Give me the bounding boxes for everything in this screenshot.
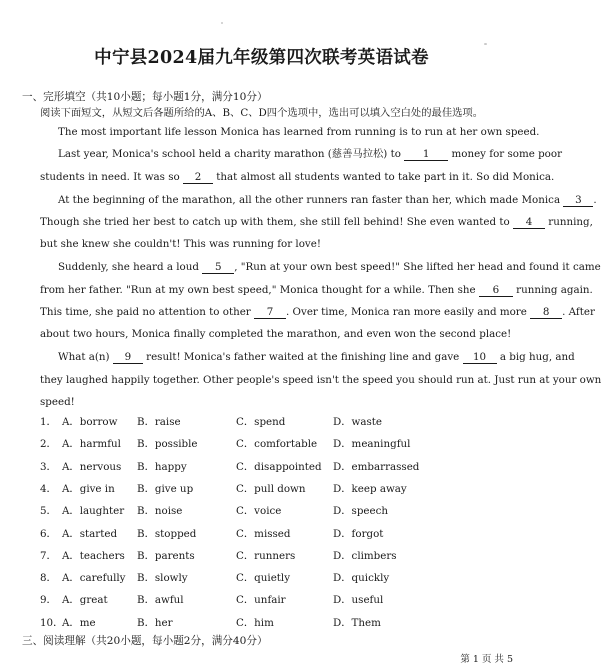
option-b[interactable]: B．parents [137,549,195,562]
passage-line-2: Last year, Monica's school held a charity marathon (慈善马拉松) to 1 money for some poor [58,148,562,160]
option-d[interactable]: D．climbers [333,549,397,562]
option-d[interactable]: D．Them [333,616,381,629]
passage-line-4: At the beginning of the marathon, all the other runners ran faster than her, which made Monica 3 . [58,194,597,206]
option-b[interactable]: B．happy [137,460,187,473]
passage-line-11: What a(n) 9 result! Monica's father waited at the finishing line and gave 10 a big hug, and [58,351,575,363]
passage-line-6: but she knew she couldn't! This was running for love! [40,238,321,250]
question-number: 9． [40,594,57,607]
question-row [40,435,500,449]
blank-8: 8 [530,307,562,319]
option-b[interactable]: B．give up [137,482,194,495]
option-a[interactable]: A．give in [62,482,115,495]
question-row [40,614,500,628]
option-a[interactable]: A．nervous [62,460,122,473]
option-b[interactable]: B．slowly [137,572,188,585]
question-number: 1． [40,416,57,428]
blank-7: 7 [254,307,286,319]
option-d[interactable]: D．useful [333,594,384,607]
scan-speck [484,43,487,45]
option-a[interactable]: A．laughter [62,505,125,518]
option-a[interactable]: A．great [62,594,108,607]
question-number: 6． [40,527,57,540]
option-b[interactable]: B．awful [137,594,184,607]
option-b[interactable]: B．noise [137,505,183,518]
exam-title: 中宁县2024届九年级第四次联考英语试卷 [94,48,429,68]
option-c[interactable]: C．him [236,616,274,629]
option-c[interactable]: C．runners [236,549,296,562]
option-c[interactable]: C．voice [236,505,282,518]
question-number: 5． [40,505,57,518]
option-a[interactable]: A．started [62,527,118,540]
option-d[interactable]: D．quickly [333,572,390,585]
question-row [40,547,500,561]
question-row [40,525,500,539]
option-c[interactable]: C．unfair [236,594,286,607]
passage-line-5: Though she tried her best to catch up with them, she still fell behind! She even wanted to 4 running, [40,216,593,228]
blank-6: 6 [479,285,513,297]
option-c[interactable]: C．disappointed [236,460,322,473]
question-row [40,569,500,583]
option-b[interactable]: B．her [137,616,173,629]
option-a[interactable]: A．carefully [62,572,126,585]
option-c[interactable]: C．missed [236,527,291,540]
question-row [40,480,500,494]
page-footer: 第 1 页 共 5 [460,654,513,665]
option-d[interactable]: D．speech [333,505,389,518]
option-d[interactable]: D．forgot [333,527,384,540]
passage-line-10: about two hours, Monica finally completed the marathon, and even won the second place! [40,328,512,340]
passage-line-9: This time, she paid no attention to other 7 . Over time, Monica ran more easily and more 8 . After [40,306,595,318]
passage-line-13: speed! [40,396,75,408]
option-d[interactable]: D．waste [333,416,383,428]
option-c[interactable]: C．pull down [236,482,306,495]
blank-2: 2 [183,172,213,184]
question-row [40,413,500,427]
option-a[interactable]: A．me [62,616,96,629]
question-number: 4． [40,482,57,495]
option-c[interactable]: C．quietly [236,572,291,585]
option-d[interactable]: D．embarrassed [333,460,420,473]
question-row [40,502,500,516]
option-a[interactable]: A．teachers [62,549,125,562]
passage-line-12: they laughed happily together. Other people's speed isn't the speed you should run at. Just run at your own [40,374,601,386]
option-c[interactable]: C．spend [236,416,286,428]
question-number: 7． [40,549,57,562]
instruction-text: 阅读下面短文，从短文后各题所给的A、B、C、D四个选项中，选出可以填入空白处的最佳选项。 [40,107,484,119]
section-1-heading: 一、完形填空（共10小题；每小题1分，满分10分） [22,91,268,103]
passage-line-7: Suddenly, she heard a loud 5 , "Run at your own best speed!" She lifted her head and found it came [58,261,601,273]
passage-line-8: from her father. "Run at my own best speed," Monica thought for a while. Then she 6 running again. [40,284,593,296]
question-number: 3． [40,460,57,473]
blank-4: 4 [513,217,545,229]
option-d[interactable]: D．keep away [333,482,407,495]
option-c[interactable]: C．comfortable [236,438,318,451]
option-a[interactable]: A．borrow [62,416,118,428]
question-number: 10． [40,616,64,629]
option-b[interactable]: B．raise [137,416,181,428]
passage-line-3: students in need. It was so 2 that almost all students wanted to take part in it. So did Monica. [40,171,555,183]
question-row [40,591,500,605]
option-b[interactable]: B．stopped [137,527,197,540]
blank-9: 9 [113,352,143,364]
blank-5: 5 [202,262,234,274]
blank-10: 10 [463,352,497,364]
blank-3: 3 [563,195,593,207]
option-d[interactable]: D．meaningful [333,438,411,451]
question-number: 2． [40,438,57,451]
option-a[interactable]: A．harmful [62,438,121,451]
option-b[interactable]: B．possible [137,438,198,451]
passage-line-1: The most important life lesson Monica has learned from running is to run at her own speed. [58,126,540,138]
question-number: 8． [40,572,57,585]
section-3-heading: 三、阅读理解（共20小题，每小题2分，满分40分） [22,635,268,647]
blank-1: 1 [404,149,448,161]
question-row [40,458,500,472]
scan-speck [221,22,223,24]
